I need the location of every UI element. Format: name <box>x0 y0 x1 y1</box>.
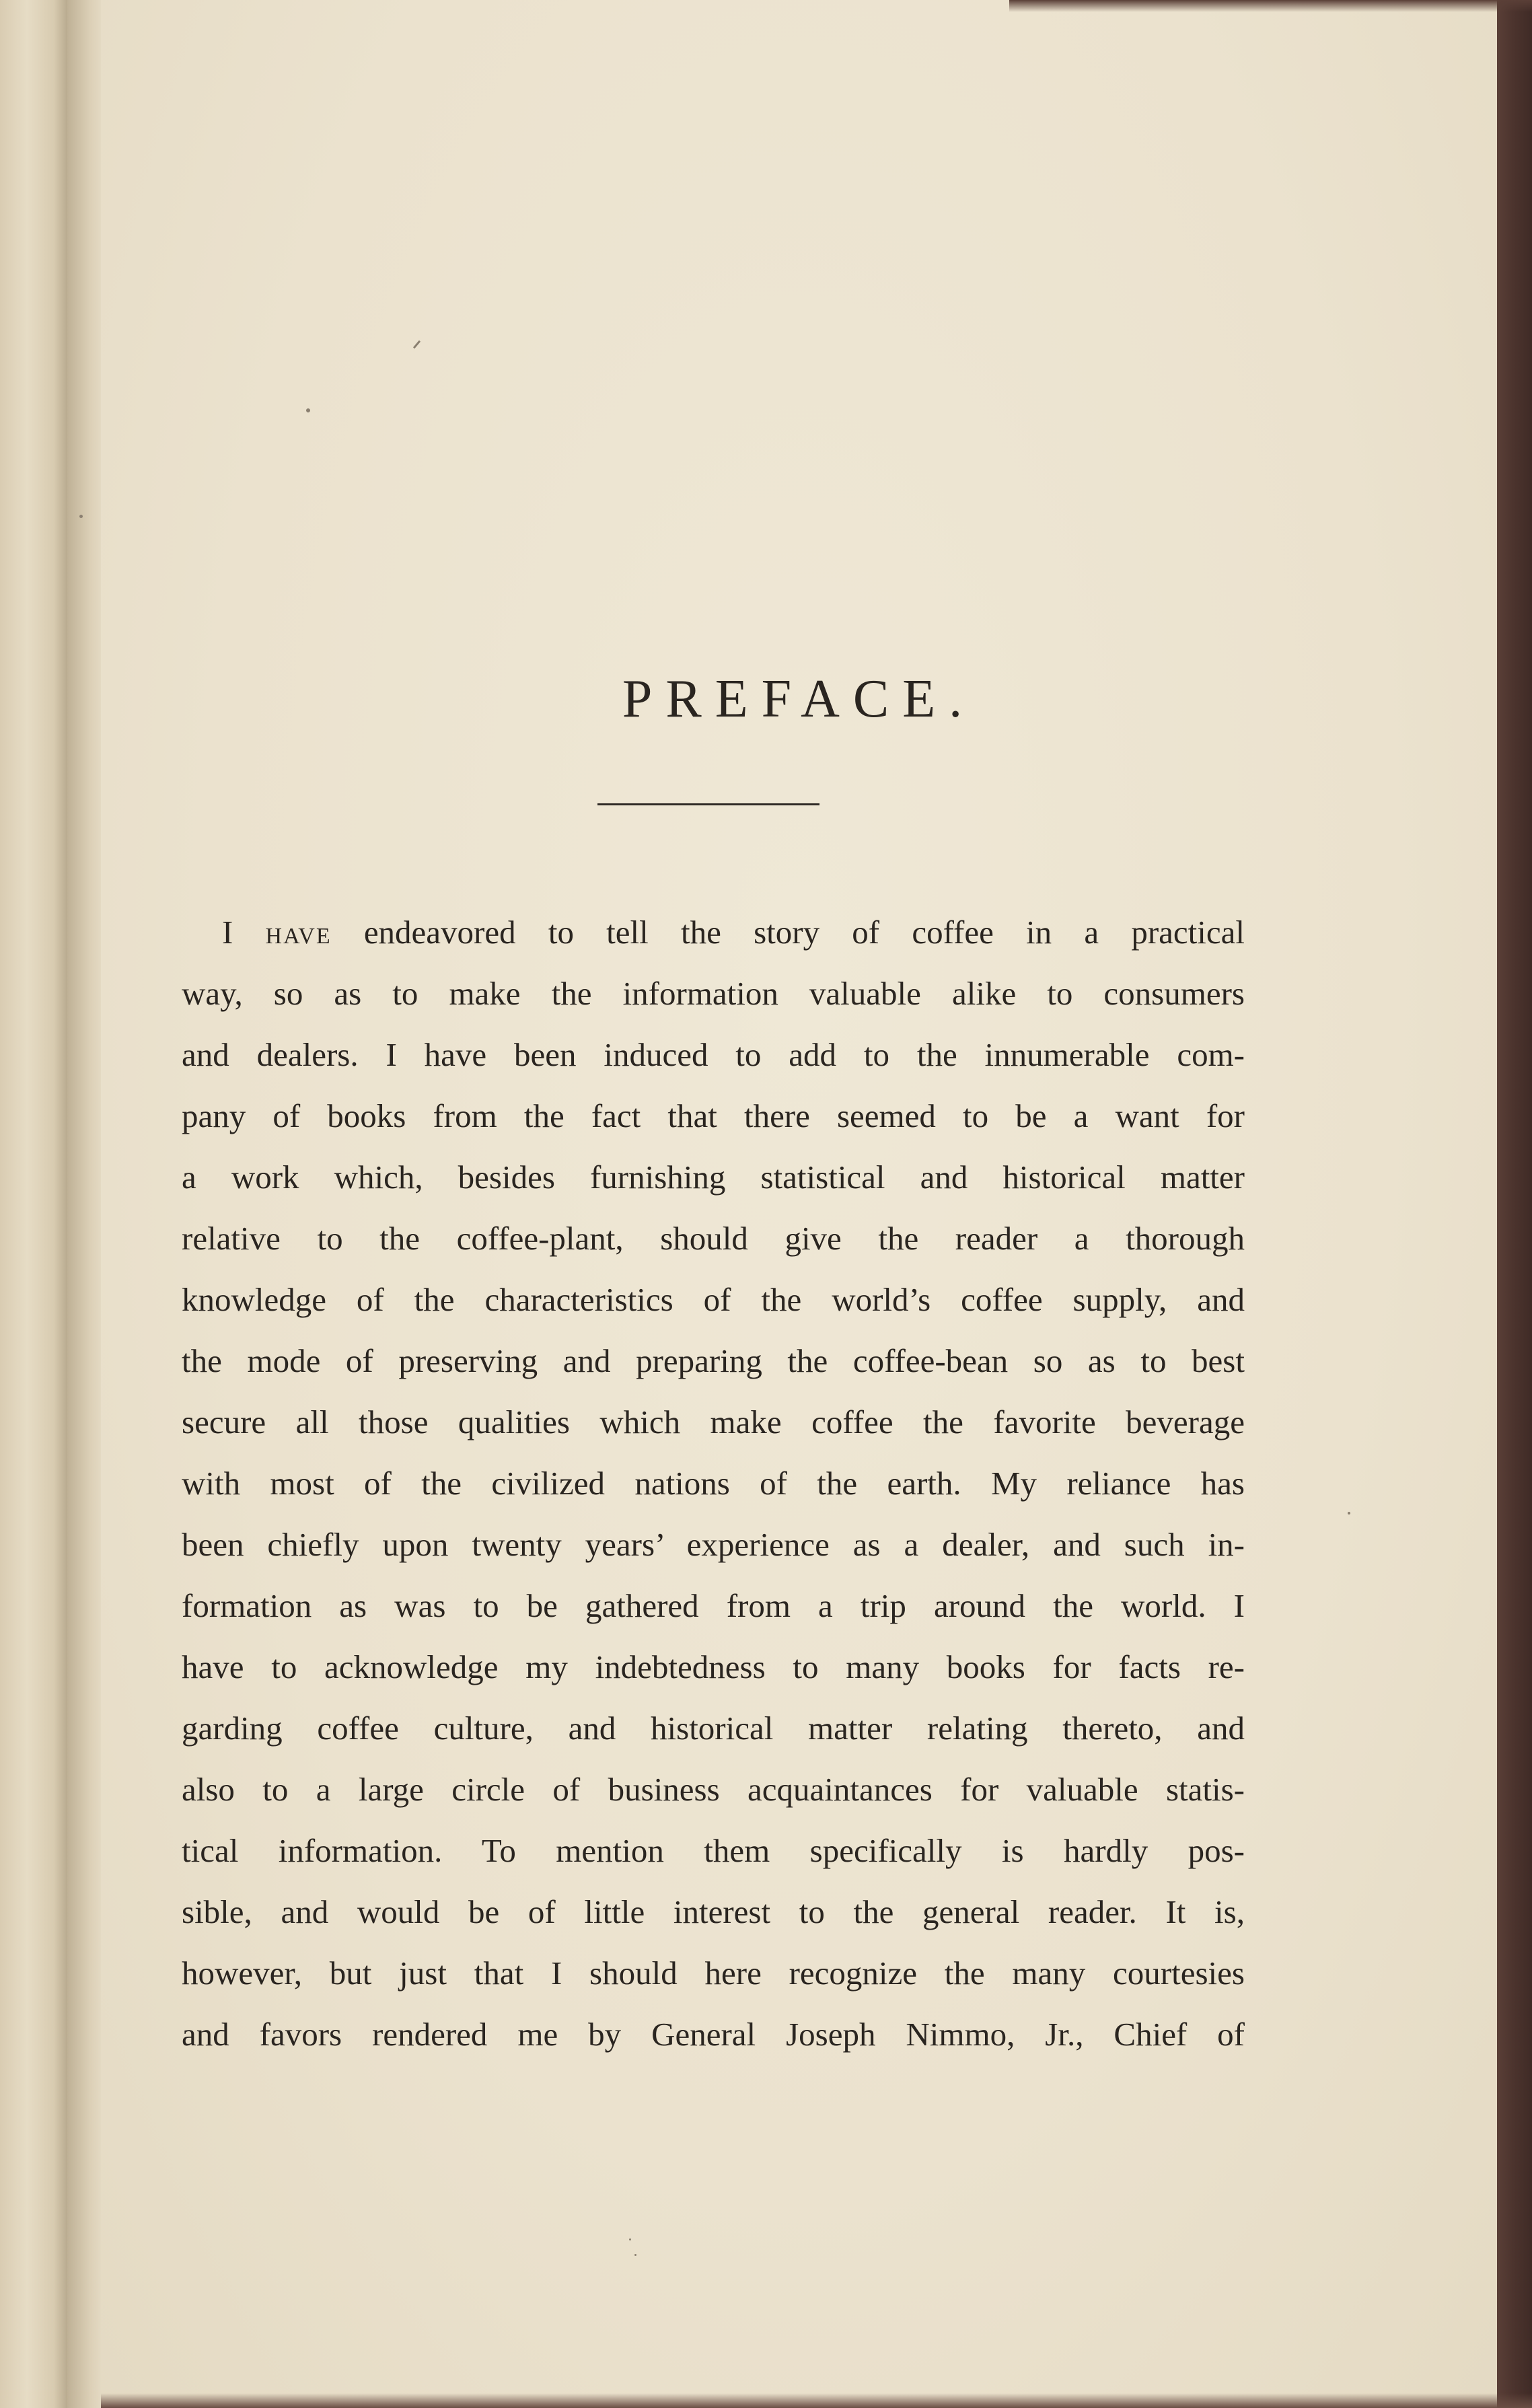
text-line: the mode of preserving and preparing the coffee-bean so as to best <box>182 1342 1245 1379</box>
opening-letter: I <box>222 914 233 951</box>
title-rule <box>597 803 819 805</box>
page-title: PREFACE. <box>622 669 976 729</box>
text-line: knowledge of the characteristics of the world’s coffee supply, and <box>182 1281 1245 1318</box>
text-line: pany of books from the fact that there seemed to be a want for <box>182 1097 1245 1134</box>
text-line: garding coffee culture, and historical matter relating thereto, and <box>182 1710 1245 1747</box>
text-line: and dealers. I have been induced to add to the innumerable com- <box>182 1036 1245 1073</box>
text-line: have to acknowledge my indebtedness to many books for facts re- <box>182 1648 1245 1685</box>
book-cover-edge <box>1497 0 1532 2408</box>
cover-top-edge <box>1009 0 1532 12</box>
text-line: been chiefly upon twenty years’ experience as a dealer, and such in- <box>182 1526 1245 1563</box>
text-line: however, but just that I should here recognize the many courtesies <box>182 1955 1245 1992</box>
text-line: a work which, besides furnishing statistical and historical matter <box>182 1159 1245 1196</box>
text-line: tical information. To mention them specifically is hardly pos- <box>182 1832 1245 1869</box>
opening-small-caps: have <box>265 914 332 951</box>
first-line-rest: endeavored to tell the story of coffee in a practical <box>363 914 1245 951</box>
text-line <box>182 902 1245 963</box>
preface-paragraph <box>182 902 1245 2065</box>
cover-bottom-edge <box>101 2393 1532 2408</box>
paper-speck <box>1348 1512 1350 1515</box>
text-line: with most of the civilized nations of the earth. My reliance has <box>182 1465 1245 1502</box>
text-line: relative to the coffee-plant, should give the reader a thorough <box>182 1220 1245 1257</box>
paper-speck <box>629 2238 631 2240</box>
text-line: sible, and would be of little interest to the general reader. It is, <box>182 1893 1245 1930</box>
paper-speck <box>306 408 310 412</box>
text-line: formation as was to be gathered from a trip around the world. I <box>182 1587 1245 1624</box>
text-line: and favors rendered me by General Joseph Nimmo, Jr., Chief of <box>182 2016 1245 2053</box>
facing-page-edge <box>0 0 67 2408</box>
text-line: way, so as to make the information valuable alike to consumers <box>182 975 1245 1012</box>
paper-speck <box>79 515 83 518</box>
paper-speck <box>634 2254 636 2256</box>
text-line: also to a large circle of business acquaintances for valuable statis- <box>182 1771 1245 1808</box>
text-line: secure all those qualities which make coffee the favorite beverage <box>182 1403 1245 1440</box>
